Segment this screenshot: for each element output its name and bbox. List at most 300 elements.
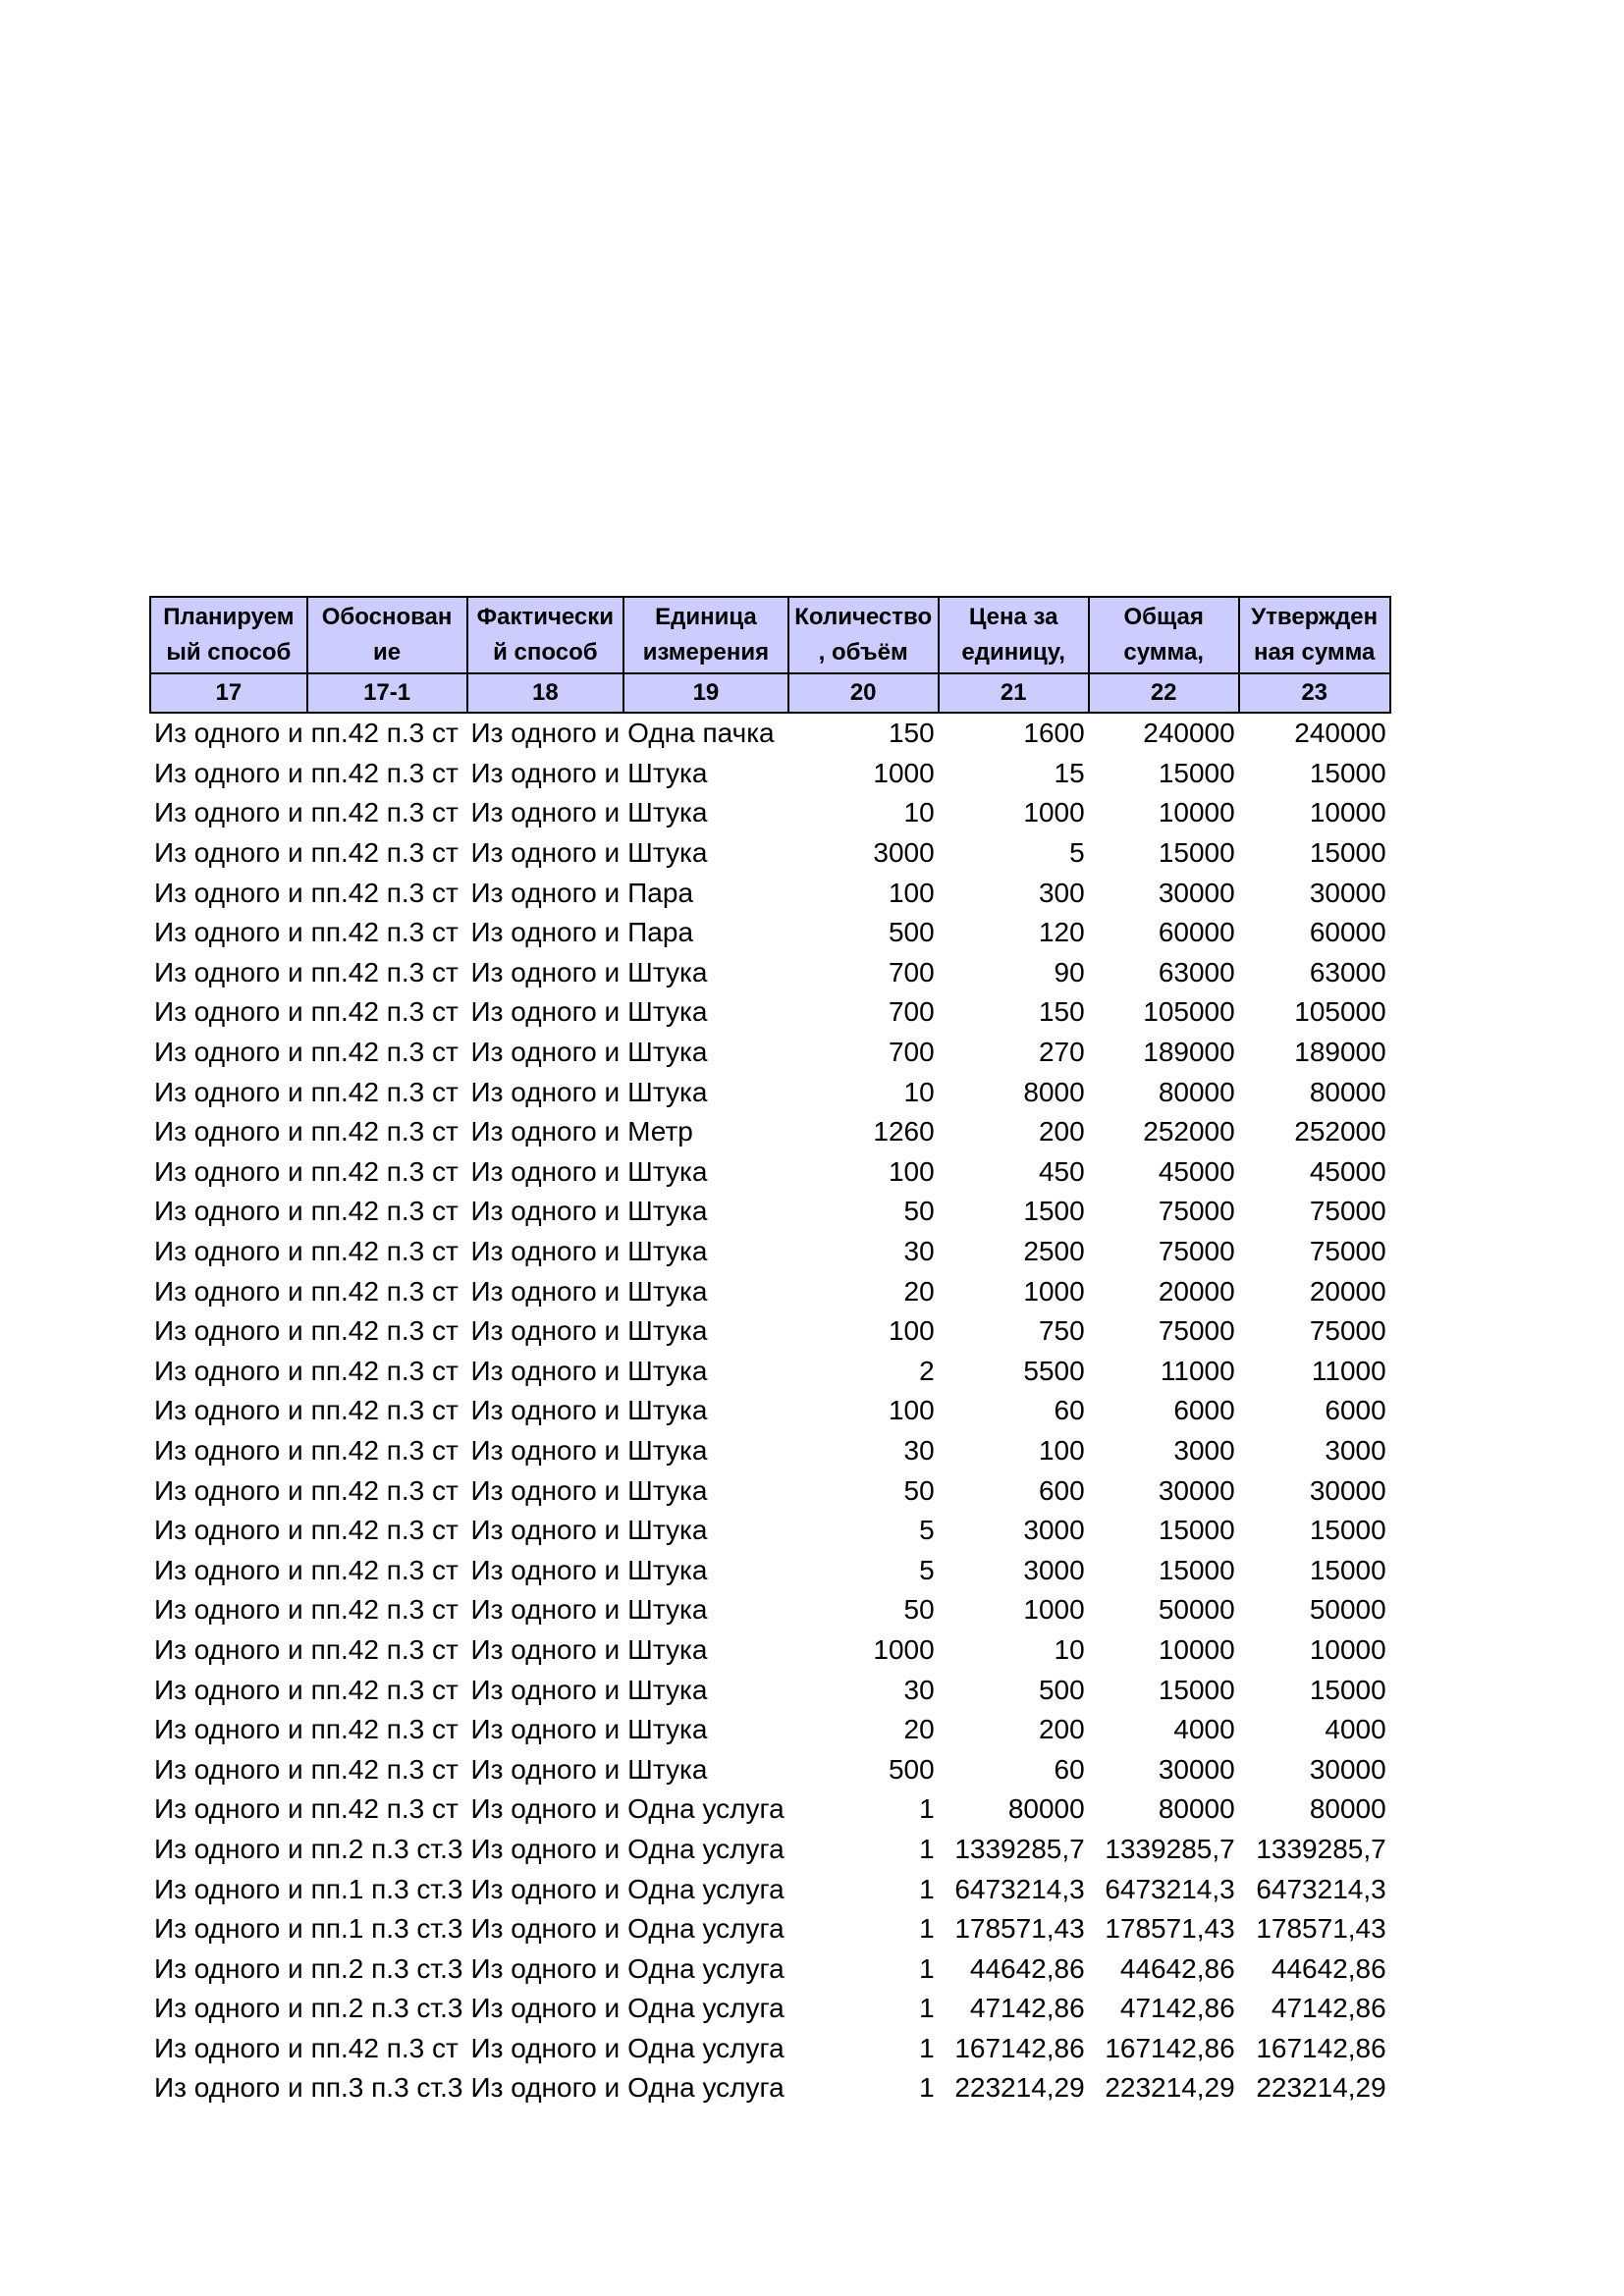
table-cell: Метр (627, 1116, 693, 1148)
table-cell: пп.42 п.3 ст (310, 996, 459, 1028)
table-cell: пп.42 п.3 ст (310, 1076, 459, 1107)
table-cell: Штука (627, 757, 708, 788)
table-cell: пп.42 п.3 ст (310, 1037, 459, 1068)
table-cell: Из одного и (470, 1714, 621, 1745)
table-cell: Из одного и (470, 1993, 621, 2024)
table-cell: 15000 (1309, 1515, 1386, 1546)
table-cell: 5 (919, 1554, 935, 1585)
table-cell: 63000 (1309, 956, 1386, 988)
table-cell: 4000 (1325, 1714, 1386, 1745)
table-cell: 1600 (1023, 718, 1085, 749)
table-cell: Из одного и (470, 1674, 621, 1705)
table-cell: 223214,29 (1105, 2072, 1235, 2104)
table-cell: 10000 (1158, 797, 1235, 828)
table-cell: 600 (1038, 1474, 1085, 1506)
table-cell: 50 (903, 1594, 935, 1626)
table-cell: 100 (888, 1155, 935, 1187)
table-cell: 75000 (1309, 1315, 1386, 1347)
table-row (150, 1352, 1390, 1392)
table-cell: Из одного и (154, 1993, 303, 2024)
table-cell: 450 (1038, 1155, 1085, 1187)
table-cell: 1500 (1023, 1196, 1085, 1227)
table-cell: 3000 (1325, 1434, 1386, 1466)
table-cell: пп.3 п.3 ст.3 (310, 2072, 463, 2104)
table-cell: пп.42 п.3 ст (310, 1674, 459, 1705)
table-cell: 252000 (1294, 1116, 1386, 1148)
table-row (150, 754, 1390, 794)
table-cell: 1 (919, 1873, 935, 1904)
table-cell: 10 (903, 797, 935, 828)
table-cell: 3000 (1173, 1434, 1235, 1466)
table-cell: Из одного и (154, 1155, 303, 1187)
table-cell: 178571,43 (954, 1913, 1085, 1945)
table-cell: Из одного и (154, 1554, 303, 1585)
table-cell: пп.2 п.3 ст.3 (310, 1952, 463, 1984)
table-cell: 1339285,7 (1105, 1833, 1235, 1864)
table-cell: 30 (903, 1434, 935, 1466)
column-header-line: ие (373, 639, 402, 666)
table-cell: 100 (888, 877, 935, 908)
table-cell: пп.42 п.3 ст (310, 956, 459, 988)
table-cell: Штука (627, 996, 708, 1028)
table-cell: 80000 (1309, 1076, 1386, 1107)
header-row (150, 597, 1390, 673)
table-cell: Из одного и (470, 1076, 621, 1107)
table-cell: 5 (1069, 837, 1085, 869)
table-cell: Из одного и (470, 1793, 621, 1825)
column-number: 21 (939, 673, 1089, 713)
table-cell: 50000 (1309, 1594, 1386, 1626)
table-cell: 47142,86 (1271, 1993, 1386, 2024)
table-cell: 3000 (1023, 1515, 1085, 1546)
table-row (150, 1431, 1390, 1471)
column-header (1089, 597, 1239, 673)
column-header (467, 597, 624, 673)
table-cell: Штука (627, 1395, 708, 1426)
column-header (307, 597, 467, 673)
table-cell: 8000 (1023, 1076, 1085, 1107)
table-row (150, 2029, 1390, 2069)
table-cell: 4000 (1173, 1714, 1235, 1745)
column-header-line: ый способ (166, 639, 292, 666)
table-cell: 500 (888, 917, 935, 948)
column-header-line: единицу, (961, 639, 1065, 666)
table-cell: 167142,86 (1256, 2032, 1386, 2063)
column-number: 22 (1089, 673, 1239, 713)
table-cell: 6473214,3 (1256, 1873, 1386, 1904)
column-number: 17-1 (307, 673, 467, 713)
table-cell: 30000 (1309, 877, 1386, 908)
column-header-line: сумма, (1123, 639, 1204, 666)
table-row (150, 713, 1390, 754)
table-cell: 3000 (1023, 1554, 1085, 1585)
table-cell: пп.2 п.3 ст.3 (310, 1833, 463, 1864)
table-cell: пп.42 п.3 ст (310, 1116, 459, 1148)
table-cell: Пара (627, 917, 694, 948)
table-cell: 105000 (1143, 996, 1235, 1028)
table-cell: 15000 (1158, 757, 1235, 788)
table-cell: 1000 (873, 757, 935, 788)
table-row (150, 833, 1390, 874)
table-cell: Из одного и (154, 1714, 303, 1745)
table-cell: пп.42 п.3 ст (310, 917, 459, 948)
table-cell: 500 (888, 1753, 935, 1785)
table-row (150, 1232, 1390, 1272)
table-row (150, 1949, 1390, 1989)
table-cell: Из одного и (154, 1275, 303, 1307)
table-cell: пп.1 п.3 ст.3 (310, 1913, 463, 1945)
table-cell: 1000 (1023, 1275, 1085, 1307)
table-row (150, 1710, 1390, 1750)
table-cell: Из одного и (470, 1116, 621, 1148)
table-cell: 44642,86 (1119, 1952, 1235, 1984)
table-cell: 75000 (1309, 1196, 1386, 1227)
table-cell: пп.42 п.3 ст (310, 877, 459, 908)
table-cell: Из одного и (470, 1753, 621, 1785)
table-row (150, 1311, 1390, 1352)
table-cell: Из одного и (470, 1395, 621, 1426)
table-cell: 30000 (1158, 1753, 1235, 1785)
table-cell: 178571,43 (1256, 1913, 1386, 1945)
data-table (149, 596, 1391, 2109)
table-cell: Штука (627, 1076, 708, 1107)
table-row (150, 1749, 1390, 1789)
table-cell: 500 (1038, 1674, 1085, 1705)
table-cell: пп.42 п.3 ст (310, 1315, 459, 1347)
table-cell: Из одного и (154, 1116, 303, 1148)
table-cell: Из одного и (470, 718, 621, 749)
table-cell: 10000 (1158, 1633, 1235, 1665)
table-cell: Из одного и (154, 956, 303, 988)
table-cell: Из одного и (154, 718, 303, 749)
table-cell: 15000 (1158, 1554, 1235, 1585)
table-cell: 700 (888, 956, 935, 988)
table-cell: Штука (627, 1594, 708, 1626)
table-cell: 15000 (1309, 757, 1386, 788)
table-cell: Одна услуга (627, 1993, 785, 2024)
table-cell: 60000 (1309, 917, 1386, 948)
table-cell: Из одного и (154, 2072, 303, 2104)
table-cell: 150 (1038, 996, 1085, 1028)
table-cell: Штука (627, 1474, 708, 1506)
table-row (150, 1033, 1390, 1073)
table-cell: 167142,86 (1105, 2032, 1235, 2063)
column-header-line: й способ (493, 639, 598, 666)
table-cell: Штука (627, 1236, 708, 1267)
table-cell: Из одного и (470, 1434, 621, 1466)
column-header-line: Утвержден (1251, 604, 1379, 630)
column-header-line: , объём (818, 639, 908, 666)
table-row (150, 1511, 1390, 1551)
table-cell: Одна услуга (627, 1793, 785, 1825)
table-cell: Из одного и (154, 877, 303, 908)
spreadsheet (149, 596, 1391, 2109)
table-row (150, 1470, 1390, 1511)
table-cell: пп.1 п.3 ст.3 (310, 1873, 463, 1904)
table-cell: Из одного и (154, 1037, 303, 1068)
table-cell: Из одного и (470, 1236, 621, 1267)
table-cell: 30 (903, 1674, 935, 1705)
table-cell: 6473214,3 (954, 1873, 1085, 1904)
table-cell: Из одного и (154, 1753, 303, 1785)
table-cell: Из одного и (470, 1315, 621, 1347)
table-cell: 700 (888, 1037, 935, 1068)
table-cell: пп.42 п.3 ст (310, 1515, 459, 1546)
table-row (150, 1192, 1390, 1232)
table-cell: пп.42 п.3 ст (310, 1474, 459, 1506)
table-cell: 300 (1038, 877, 1085, 908)
table-cell: 1 (919, 1993, 935, 2024)
table-cell: пп.42 п.3 ст (310, 1434, 459, 1466)
table-cell: 223214,29 (954, 2072, 1085, 2104)
table-cell: Из одного и (470, 956, 621, 988)
table-cell: пп.42 п.3 ст (310, 1155, 459, 1187)
table-cell: 167142,86 (954, 2032, 1085, 2063)
table-cell: пп.42 п.3 ст (310, 1196, 459, 1227)
table-cell: Из одного и (470, 1913, 621, 1945)
table-cell: Из одного и (470, 757, 621, 788)
table-cell: 30000 (1158, 1474, 1235, 1506)
table-cell: Из одного и (470, 1515, 621, 1546)
table-cell: Из одного и (154, 1474, 303, 1506)
table-cell: 45000 (1309, 1155, 1386, 1187)
table-cell: Одна услуга (627, 1873, 785, 1904)
table-cell: Одна услуга (627, 1952, 785, 1984)
table-cell: Из одного и (470, 1633, 621, 1665)
column-number: 23 (1239, 673, 1390, 713)
table-cell: пп.42 п.3 ст (310, 718, 459, 749)
table-cell: Штука (627, 1633, 708, 1665)
table-row (150, 1630, 1390, 1671)
table-cell: Из одного и (154, 996, 303, 1028)
table-cell: пп.42 п.3 ст (310, 757, 459, 788)
table-row (150, 793, 1390, 833)
table-cell: Из одного и (154, 917, 303, 948)
table-row (150, 873, 1390, 913)
table-cell: Штука (627, 1753, 708, 1785)
column-number: 19 (623, 673, 788, 713)
table-row (150, 913, 1390, 953)
column-header-line: Планируем (163, 604, 295, 630)
table-body (150, 713, 1390, 2109)
table-cell: 1 (919, 2032, 935, 2063)
table-cell: 240000 (1294, 718, 1386, 749)
column-number: 18 (467, 673, 624, 713)
table-cell: 20000 (1158, 1275, 1235, 1307)
table-cell: 1 (919, 2072, 935, 2104)
table-cell: 50 (903, 1196, 935, 1227)
table-row (150, 1152, 1390, 1193)
table-cell: Из одного и (154, 1793, 303, 1825)
table-cell: Из одного и (470, 1155, 621, 1187)
table-cell: Штука (627, 1434, 708, 1466)
table-row (150, 953, 1390, 993)
table-cell: Из одного и (154, 1913, 303, 1945)
table-cell: 178571,43 (1105, 1913, 1235, 1945)
table-cell: Из одного и (154, 757, 303, 788)
table-cell: 11000 (1160, 1355, 1235, 1386)
table-cell: пп.42 п.3 ст (310, 1355, 459, 1386)
table-cell: пп.42 п.3 ст (310, 797, 459, 828)
table-cell: 47142,86 (1119, 1993, 1235, 2024)
table-row (150, 1989, 1390, 2029)
table-cell: 200 (1038, 1714, 1085, 1745)
table-cell: 20000 (1309, 1275, 1386, 1307)
table-cell: 200 (1038, 1116, 1085, 1148)
table-cell: Штука (627, 1275, 708, 1307)
table-cell: 75000 (1309, 1236, 1386, 1267)
table-cell: Из одного и (154, 2032, 303, 2063)
table-cell: 60 (1054, 1395, 1085, 1426)
column-header (788, 597, 939, 673)
table-cell: 105000 (1294, 996, 1386, 1028)
table-cell: 1 (919, 1833, 935, 1864)
table-cell: 80000 (1158, 1076, 1235, 1107)
table-cell: Из одного и (470, 1355, 621, 1386)
table-cell: 189000 (1294, 1037, 1386, 1068)
table-cell: 1000 (873, 1633, 935, 1665)
table-cell: 750 (1038, 1315, 1085, 1347)
table-cell: 10000 (1309, 797, 1386, 828)
table-cell: Одна пачка (627, 718, 775, 749)
table-cell: 1 (919, 1913, 935, 1945)
table-cell: Из одного и (470, 1196, 621, 1227)
table-cell: пп.42 п.3 ст (310, 1275, 459, 1307)
table-cell: 75000 (1158, 1315, 1235, 1347)
table-cell: Из одного и (154, 1833, 303, 1864)
table-cell: 5 (919, 1515, 935, 1546)
table-cell: 30 (903, 1236, 935, 1267)
table-cell: 700 (888, 996, 935, 1028)
table-cell: Из одного и (470, 797, 621, 828)
table-cell: Штука (627, 837, 708, 869)
table-cell: 15000 (1158, 1674, 1235, 1705)
table-cell: 50000 (1158, 1594, 1235, 1626)
column-number: 17 (150, 673, 307, 713)
column-header (150, 597, 307, 673)
table-cell: 44642,86 (1271, 1952, 1386, 1984)
table-cell: 6000 (1173, 1395, 1235, 1426)
table-cell: 15000 (1309, 1554, 1386, 1585)
table-row (150, 1789, 1390, 1830)
table-cell: 30000 (1158, 877, 1235, 908)
table-cell: 150 (888, 718, 935, 749)
table-cell: 100 (888, 1315, 935, 1347)
table-cell: Из одного и (154, 1594, 303, 1626)
table-cell: 1000 (1023, 797, 1085, 828)
table-cell: 223214,29 (1256, 2072, 1386, 2104)
table-cell: пп.42 п.3 ст (310, 1714, 459, 1745)
table-cell: Из одного и (470, 877, 621, 908)
table-cell: 2500 (1023, 1236, 1085, 1267)
table-cell: пп.42 п.3 ст (310, 837, 459, 869)
table-row (150, 2068, 1390, 2109)
table-cell: Из одного и (154, 1873, 303, 1904)
table-cell: Штука (627, 1515, 708, 1546)
table-cell: Штука (627, 1674, 708, 1705)
column-header-line: Обоснован (321, 604, 453, 630)
column-header (939, 597, 1089, 673)
table-cell: Штука (627, 1037, 708, 1068)
table-cell: Из одного и (154, 1355, 303, 1386)
table-cell: Из одного и (154, 1633, 303, 1665)
table-cell: пп.42 п.3 ст (310, 1594, 459, 1626)
table-row (150, 1909, 1390, 1949)
table-cell: Одна услуга (627, 2072, 785, 2104)
table-cell: Из одного и (154, 1395, 303, 1426)
column-header (623, 597, 788, 673)
table-cell: 60 (1054, 1753, 1085, 1785)
table-cell: Из одного и (154, 1952, 303, 1984)
table-cell: 6000 (1325, 1395, 1386, 1426)
column-header-line: Единица (655, 604, 757, 630)
table-cell: Штука (627, 1714, 708, 1745)
column-header-line: Цена за (968, 604, 1058, 630)
table-cell: Из одного и (470, 2032, 621, 2063)
table-row (150, 1072, 1390, 1112)
table-cell: Одна услуга (627, 2032, 785, 2063)
table-cell: 10 (1054, 1633, 1085, 1665)
table-cell: 120 (1038, 917, 1085, 948)
table-cell: Из одного и (470, 1952, 621, 1984)
table-cell: 1339285,7 (1256, 1833, 1386, 1864)
table-cell: Из одного и (470, 917, 621, 948)
table-cell: 100 (888, 1395, 935, 1426)
table-cell: 1 (919, 1793, 935, 1825)
table-cell: 1260 (873, 1116, 935, 1148)
table-cell: 30000 (1309, 1753, 1386, 1785)
table-cell: 10 (903, 1076, 935, 1107)
table-cell: пп.42 п.3 ст (310, 1554, 459, 1585)
table-cell: 80000 (1309, 1793, 1386, 1825)
table-cell: 75000 (1158, 1236, 1235, 1267)
table-cell: Из одного и (154, 1076, 303, 1107)
table-cell: 1 (919, 1952, 935, 1984)
table-cell: 60000 (1158, 917, 1235, 948)
table-cell: Штука (627, 1196, 708, 1227)
table-cell: Из одного и (154, 1434, 303, 1466)
table-cell: 189000 (1143, 1037, 1235, 1068)
table-cell: 30000 (1309, 1474, 1386, 1506)
table-cell: Из одного и (470, 1037, 621, 1068)
table-cell: Из одного и (470, 1474, 621, 1506)
table-cell: 270 (1038, 1037, 1085, 1068)
table-cell: 1339285,7 (954, 1833, 1085, 1864)
table-cell: Из одного и (470, 996, 621, 1028)
table-cell: 20 (903, 1714, 935, 1745)
table-cell: пп.42 п.3 ст (310, 1793, 459, 1825)
table-cell: Из одного и (470, 1554, 621, 1585)
table-row (150, 1271, 1390, 1311)
table-cell: 15 (1054, 757, 1085, 788)
table-cell: Из одного и (154, 1315, 303, 1347)
table-cell: Штука (627, 797, 708, 828)
table-cell: 75000 (1158, 1196, 1235, 1227)
table-cell: Из одного и (470, 1275, 621, 1307)
table-cell: Из одного и (154, 1674, 303, 1705)
table-cell: Одна услуга (627, 1913, 785, 1945)
column-header-line: Фактически (476, 604, 615, 630)
table-cell: пп.42 п.3 ст (310, 1753, 459, 1785)
table-row (150, 1869, 1390, 1909)
table-cell: Из одного и (470, 1873, 621, 1904)
table-row (150, 1590, 1390, 1630)
table-cell: 11000 (1311, 1355, 1386, 1386)
table-row (150, 1112, 1390, 1152)
table-cell: Штука (627, 956, 708, 988)
table-cell: 5500 (1023, 1355, 1085, 1386)
table-cell: 50 (903, 1474, 935, 1506)
